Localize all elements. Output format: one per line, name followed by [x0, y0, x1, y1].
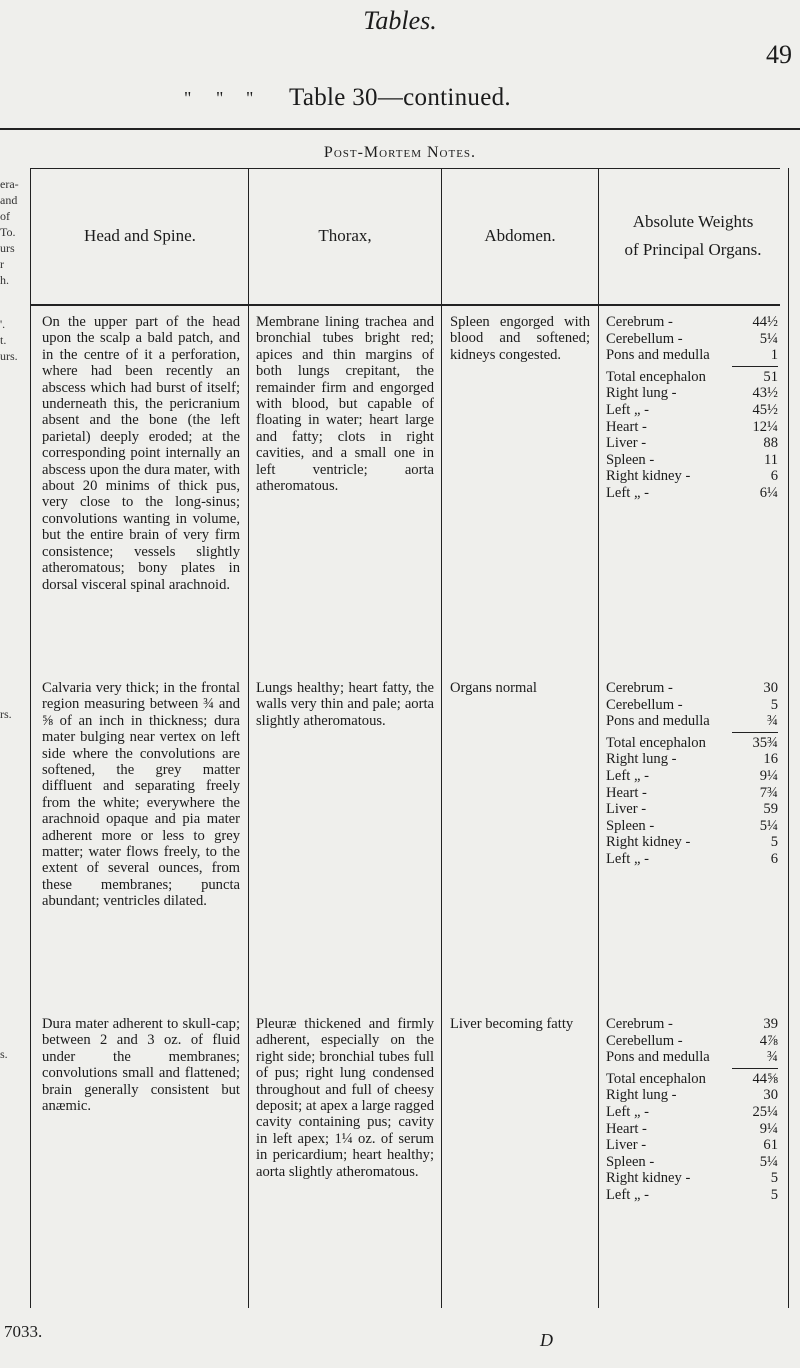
signature-mark: D: [540, 1330, 553, 1350]
organ-weight-row: [606, 485, 778, 502]
organ-name: Heart -: [606, 784, 647, 801]
thorax-notes: Membrane lining trachea and bronchial tubes bright red; apices and thin margins of both lungs crepitant, the remainder firm and engorged with blood, but capable of floating in water; heart large and fatty; clots in right cavities, and a small one in left ventricle; aorta atheromatous.: [256, 314, 434, 495]
header-rule: [30, 304, 780, 306]
abdomen-notes: Spleen engorged with blood and softened; kidneys congested.: [450, 314, 590, 363]
row-stub-line: s.: [0, 1047, 8, 1061]
organ-name: Total encephalon: [606, 368, 706, 385]
column-rule: [788, 168, 789, 1308]
organ-weight: 30: [763, 1087, 778, 1104]
stub-header: [0, 176, 19, 288]
organ-weight-row: [606, 697, 778, 714]
organ-weight-row: [606, 347, 778, 364]
organ-weight: 39: [763, 1016, 778, 1032]
organ-name: Heart -: [606, 418, 647, 435]
head-spine-notes: On the upper part of the head upon the scalp a bald patch, and in the centre of it a perforation, where had been recently an abscess which had burst of itself; underneath this, the pericranium absent and the bone (the left parietal) deeply eroded; at the corresponding point internally an abscess upon the dura mater, with about 20 minims of thick pus, very close to the long-sinus; convolutions wanting in volume, but the entire brain of very firm consistence; vessels slightly atheromatous; bony plates in dorsal visceral spinal arachnoid.: [42, 314, 240, 593]
organ-name: Cerebellum -: [606, 330, 683, 347]
organ-weight-row: [606, 1016, 778, 1033]
organ-weight: 9¼: [759, 1120, 778, 1137]
column-rule: [598, 168, 599, 1308]
stub-header-line: r: [0, 257, 4, 271]
organ-weight-row: [606, 735, 778, 752]
organ-weight-row: [606, 331, 778, 348]
organ-weight-row: [606, 751, 778, 768]
organ-weight: 6: [770, 850, 778, 867]
organ-name: Spleen -: [606, 1153, 655, 1170]
organ-weight: 1: [770, 347, 778, 364]
sum-rule: [732, 732, 778, 733]
row-stub: [0, 316, 18, 364]
organ-name: Total encephalon: [606, 1070, 706, 1087]
organ-weight: 35¾: [752, 734, 778, 751]
thorax-notes: Pleuræ thickened and firmly adherent, especially on the right side; bronchial tubes full of pus; right lung condensed throughout and full of cheesy deposit; at apex a large ragged cavity containing pus; cavity in left apex; 1¼ oz. of serum in pericardium; heart healthy; aorta slightly atheromatous.: [256, 1016, 434, 1180]
ditto-mark: ": [216, 88, 224, 108]
organ-weight: 59: [763, 801, 778, 818]
stub-header-line: and: [0, 193, 18, 207]
organ-name: Left „ -: [606, 484, 649, 501]
sum-rule: [732, 366, 778, 367]
organ-weight: 25¼: [752, 1103, 778, 1120]
organ-weight-row: [606, 851, 778, 868]
organ-weights: [606, 314, 778, 502]
organ-weight: 51: [763, 368, 778, 385]
organ-weight-row: [606, 1137, 778, 1154]
organ-weight-row: [606, 1071, 778, 1088]
organ-name: Right kidney -: [606, 468, 691, 485]
column-header-weights-line: Absolute Weights: [632, 212, 754, 231]
column-header-weights: [600, 208, 786, 264]
organ-name: Spleen -: [606, 451, 655, 468]
organ-weight-row: [606, 419, 778, 436]
row-stub: [0, 706, 12, 722]
organ-name: Left „ -: [606, 401, 649, 418]
organ-weight: 16: [763, 751, 778, 768]
organ-weight: 44½: [752, 314, 778, 330]
organ-weight: 5: [770, 1170, 778, 1187]
organ-name: Cerebellum -: [606, 696, 683, 713]
stub-header-line: urs: [0, 241, 15, 255]
organ-weight-row: [606, 785, 778, 802]
organ-weight: 5¼: [759, 1153, 778, 1170]
column-header-weights-line: of Principal Organs.: [624, 240, 762, 259]
organ-weight-row: [606, 1187, 778, 1204]
ditto-mark: ": [246, 88, 254, 108]
organ-weight: 6: [770, 468, 778, 485]
stub-header-line: era-: [0, 177, 19, 191]
print-code: 7033.: [4, 1322, 43, 1341]
organ-weight-row: [606, 1049, 778, 1066]
abdomen-notes: Liver becoming fatty: [450, 1016, 574, 1032]
organ-name: Right lung -: [606, 1087, 677, 1104]
stub-header-line: of: [0, 209, 10, 223]
row-stub-line: t.: [0, 333, 7, 347]
organ-weights: [606, 1016, 778, 1204]
organ-name: Liver -: [606, 435, 647, 452]
organ-weight: ¾: [767, 713, 778, 730]
sum-rule: [732, 1068, 778, 1069]
row-stub-line: rs.: [0, 707, 12, 721]
organ-name: Cerebrum -: [606, 314, 673, 330]
organ-name: Spleen -: [606, 817, 655, 834]
organ-name: Cerebrum -: [606, 680, 673, 696]
organ-weight-row: [606, 680, 778, 697]
organ-weight: 88: [763, 435, 778, 452]
organ-weight-row: [606, 1121, 778, 1138]
organ-weight-row: [606, 1087, 778, 1104]
organ-weight: 30: [763, 680, 778, 696]
organ-name: Total encephalon: [606, 734, 706, 751]
organ-weight: 43½: [752, 385, 778, 402]
organ-weight: 5: [770, 696, 778, 713]
column-header-abdomen: Abdomen.: [484, 226, 556, 245]
thorax-notes: Lungs healthy; heart fatty, the walls very thin and pale; aorta slightly atheromatous.: [256, 680, 434, 729]
table-title: Table 30—continued.: [289, 84, 511, 111]
column-header-head-spine: Head and Spine.: [84, 226, 196, 245]
organ-weight-row: [606, 801, 778, 818]
organ-weight: 9¼: [759, 767, 778, 784]
organ-name: Pons and medulla: [606, 1049, 710, 1066]
row-stub: [0, 1046, 8, 1062]
row-stub-line: '.: [0, 317, 6, 331]
organ-weight: 4⅞: [759, 1032, 778, 1049]
head-spine-notes: Calvaria very thick; in the frontal region measuring between ¾ and ⅝ of an inch in thickness; dura mater bulging near vertex on left side where the convolutions are softened, the grey matter diffluent and separating freely from the white; everywhere the arachnoid opaque and pia mater adherent more or less to grey matter; water flows freely, to the extent of several ounces, from these membranes; puncta abundant; ventricles dilated.: [42, 680, 240, 910]
organ-weight-row: [606, 1104, 778, 1121]
organ-weights: [606, 680, 778, 868]
organ-name: Right kidney -: [606, 834, 691, 851]
organ-name: Liver -: [606, 1137, 647, 1154]
organ-name: Right kidney -: [606, 1170, 691, 1187]
organ-weight-row: [606, 314, 778, 331]
organ-weight: 44⅝: [752, 1070, 778, 1087]
organ-weight: 5¼: [759, 817, 778, 834]
organ-weight-row: [606, 818, 778, 835]
organ-name: Cerebellum -: [606, 1032, 683, 1049]
column-rule: [441, 168, 442, 1308]
organ-name: Liver -: [606, 801, 647, 818]
organ-weight: 7¾: [759, 784, 778, 801]
organ-weight: 6¼: [759, 484, 778, 501]
organ-weight-row: [606, 1170, 778, 1187]
column-rule: [248, 168, 249, 1308]
row-stub-line: urs.: [0, 349, 18, 363]
organ-weight: 11: [763, 451, 778, 468]
top-rule: [0, 128, 800, 130]
organ-name: Left „ -: [606, 1103, 649, 1120]
head-spine-notes: Dura mater adherent to skull-cap; between 2 and 3 oz. of fluid under the membranes; convolutions small and flattened; brain generally consistent but anæmic.: [42, 1016, 240, 1115]
organ-weight: 5: [770, 1186, 778, 1203]
stub-header-line: To.: [0, 225, 16, 239]
organ-weight: 45½: [752, 401, 778, 418]
organ-weight-row: [606, 468, 778, 485]
organ-name: Left „ -: [606, 1186, 649, 1203]
organ-weight-row: [606, 768, 778, 785]
organ-name: Left „ -: [606, 850, 649, 867]
organ-weight-row: [606, 385, 778, 402]
organ-weight: 5: [770, 834, 778, 851]
abdomen-notes: Organs normal: [450, 680, 537, 696]
organ-name: Right lung -: [606, 751, 677, 768]
organ-name: Pons and medulla: [606, 347, 710, 364]
organ-weight-row: [606, 1154, 778, 1171]
section-rule: [30, 168, 780, 169]
organ-weight-row: [606, 402, 778, 419]
organ-name: Right lung -: [606, 385, 677, 402]
organ-weight: 5¼: [759, 330, 778, 347]
organ-weight-row: [606, 1033, 778, 1050]
page-number: 49: [766, 40, 792, 69]
stub-header-line: h.: [0, 273, 9, 287]
organ-weight: 12¼: [752, 418, 778, 435]
ditto-mark: ": [184, 88, 192, 108]
organ-name: Pons and medulla: [606, 713, 710, 730]
organ-weight: ¾: [767, 1049, 778, 1066]
organ-weight: 61: [763, 1137, 778, 1154]
organ-weight-row: [606, 369, 778, 386]
running-head: Tables.: [363, 6, 437, 35]
column-rule: [30, 168, 31, 1308]
organ-name: Cerebrum -: [606, 1016, 673, 1032]
organ-name: Heart -: [606, 1120, 647, 1137]
organ-weight-row: [606, 713, 778, 730]
organ-weight-row: [606, 834, 778, 851]
section-title: Post-Mortem Notes.: [323, 144, 477, 161]
organ-name: Left „ -: [606, 767, 649, 784]
column-header-thorax: Thorax,: [318, 226, 372, 245]
organ-weight-row: [606, 435, 778, 452]
organ-weight-row: [606, 452, 778, 469]
